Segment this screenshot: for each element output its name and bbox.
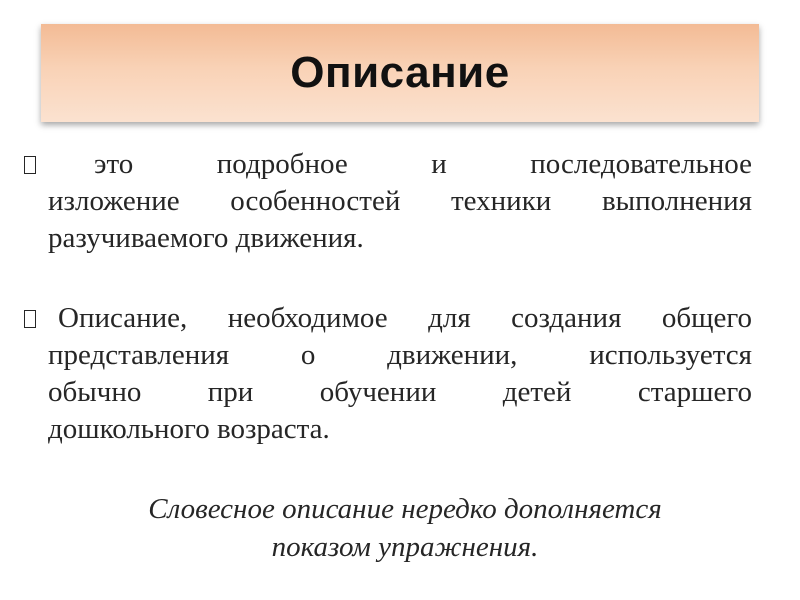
bullet-line: дошкольного возраста. [48, 413, 330, 445]
square-bullet-icon [24, 156, 36, 174]
bullet-line: обычно при обучении детей старшего [48, 376, 752, 408]
title-banner [41, 24, 759, 122]
bullet-line: разучиваемого движения. [48, 222, 364, 254]
bullet-line: это подробное и последовательное [94, 148, 752, 180]
bullet-item-definition [24, 146, 752, 257]
italic-note [60, 490, 750, 566]
note-line: показом упражнения. [271, 531, 539, 563]
bullet-line: представления о движении, используется [48, 339, 752, 371]
bullet-item-usage [24, 300, 752, 448]
note-line: Словесное описание нередко дополняется [148, 493, 662, 525]
square-bullet-icon [24, 310, 36, 328]
bullet-line: Описание, необходимое для создания общего [58, 302, 752, 334]
bullet-line: изложение особенностей техники выполнения [48, 185, 752, 217]
slide-title: Описание [290, 48, 510, 97]
